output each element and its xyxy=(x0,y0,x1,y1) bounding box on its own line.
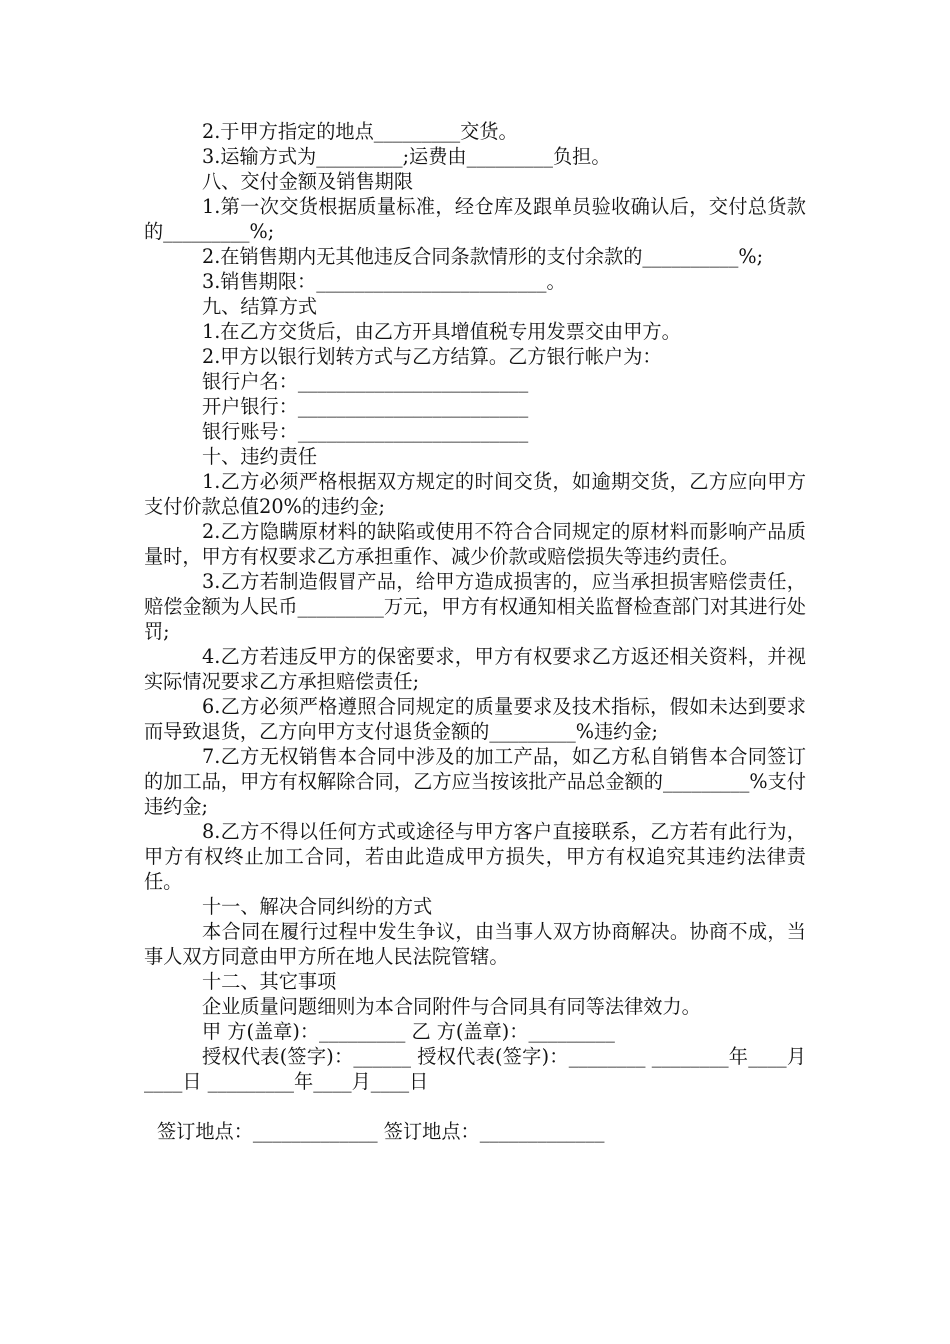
paragraph-quality-rules: 企业质量问题细则为本合同附件与合同具有同等法律效力。 xyxy=(202,995,701,1018)
paragraph-bank-transfer: 2.甲方以银行划转方式与乙方结算。乙方银行帐户为： xyxy=(202,345,662,368)
paragraph-sales-period: 3.销售期限：________________________。 xyxy=(202,270,566,293)
clause-quality-returns: 6.乙方必须严格遵照合同规定的质量要求及技术指标，假如未达到要求而导致退货，乙方向甲方支付退货金额的_________%违约金; xyxy=(144,695,806,743)
clause-counterfeit: 3.乙方若制造假冒产品，给甲方造成损害的，应当承担损害赔偿责任，赔偿金额为人民币_________万元，甲方有权通知相关监督检查部门对其进行处罚; xyxy=(144,570,806,643)
section-heading-8: 八、交付金额及销售期限 xyxy=(202,170,414,193)
bank-account-number: 银行账号：________________________ xyxy=(202,420,529,443)
signing-place-line: 签订地点：_____________ 签订地点：_____________ xyxy=(157,1120,605,1143)
section-heading-12: 十二、其它事项 xyxy=(202,970,337,993)
paragraph-transport-method: 3.运输方式为_________;运费由_________负担。 xyxy=(202,145,611,168)
signature-representative-date-line: 授权代表(签字)：______ 授权代表(签字)：________ ________年____月____日 _________年____月____日 xyxy=(144,1045,806,1093)
signature-seal-line: 甲 方(盖章)：_________ 乙 方(盖章)：_________ xyxy=(202,1020,615,1043)
clause-late-delivery: 1.乙方必须严格根据双方规定的时间交货，如逾期交货，乙方应向甲方支付价款总值20%的违约金; xyxy=(144,470,806,518)
clause-confidentiality: 4.乙方若违反甲方的保密要求，甲方有权要求乙方返还相关资料，并视实际情况要求乙方承担赔偿责任; xyxy=(144,645,806,693)
clause-customer-contact: 8.乙方不得以任何方式或途径与甲方客户直接联系，乙方若有此行为，甲方有权终止加工合同，若由此造成甲方损失，甲方有权追究其违约法律责任。 xyxy=(144,820,806,893)
paragraph-delivery-place: 2.于甲方指定的地点_________交货。 xyxy=(202,120,518,143)
bank-name: 开户银行：________________________ xyxy=(202,395,529,418)
section-heading-11: 十一、解决合同纠纷的方式 xyxy=(202,895,433,918)
contract-page xyxy=(144,119,806,1144)
section-heading-10: 十、违约责任 xyxy=(202,445,318,468)
paragraph-remaining-payment: 2.在销售期内无其他违反合同条款情形的支付余款的__________%; xyxy=(202,245,764,268)
paragraph-dispute-resolution: 本合同在履行过程中发生争议，由当事人双方协商解决。协商不成，当事人双方同意由甲方所在地人民法院管辖。 xyxy=(144,920,806,968)
bank-account-name: 银行户名：________________________ xyxy=(202,370,529,393)
paragraph-first-payment: 1.第一次交货根据质量标准，经仓库及跟单员验收确认后，交付总货款的_________%; xyxy=(144,195,806,243)
clause-material-defects: 2.乙方隐瞒原材料的缺陷或使用不符合合同规定的原材料而影响产品质量时，甲方有权要求乙方承担重作、减少价款或赔偿损失等违约责任。 xyxy=(144,520,806,568)
section-heading-9: 九、结算方式 xyxy=(202,295,318,318)
spacer xyxy=(144,1094,806,1119)
paragraph-invoice: 1.在乙方交货后，由乙方开具增值税专用发票交由甲方。 xyxy=(202,320,681,343)
clause-unauthorized-sales: 7.乙方无权销售本合同中涉及的加工产品，如乙方私自销售本合同签订的加工品，甲方有权解除合同，乙方应当按该批产品总金额的_________%支付违约金; xyxy=(144,745,806,818)
